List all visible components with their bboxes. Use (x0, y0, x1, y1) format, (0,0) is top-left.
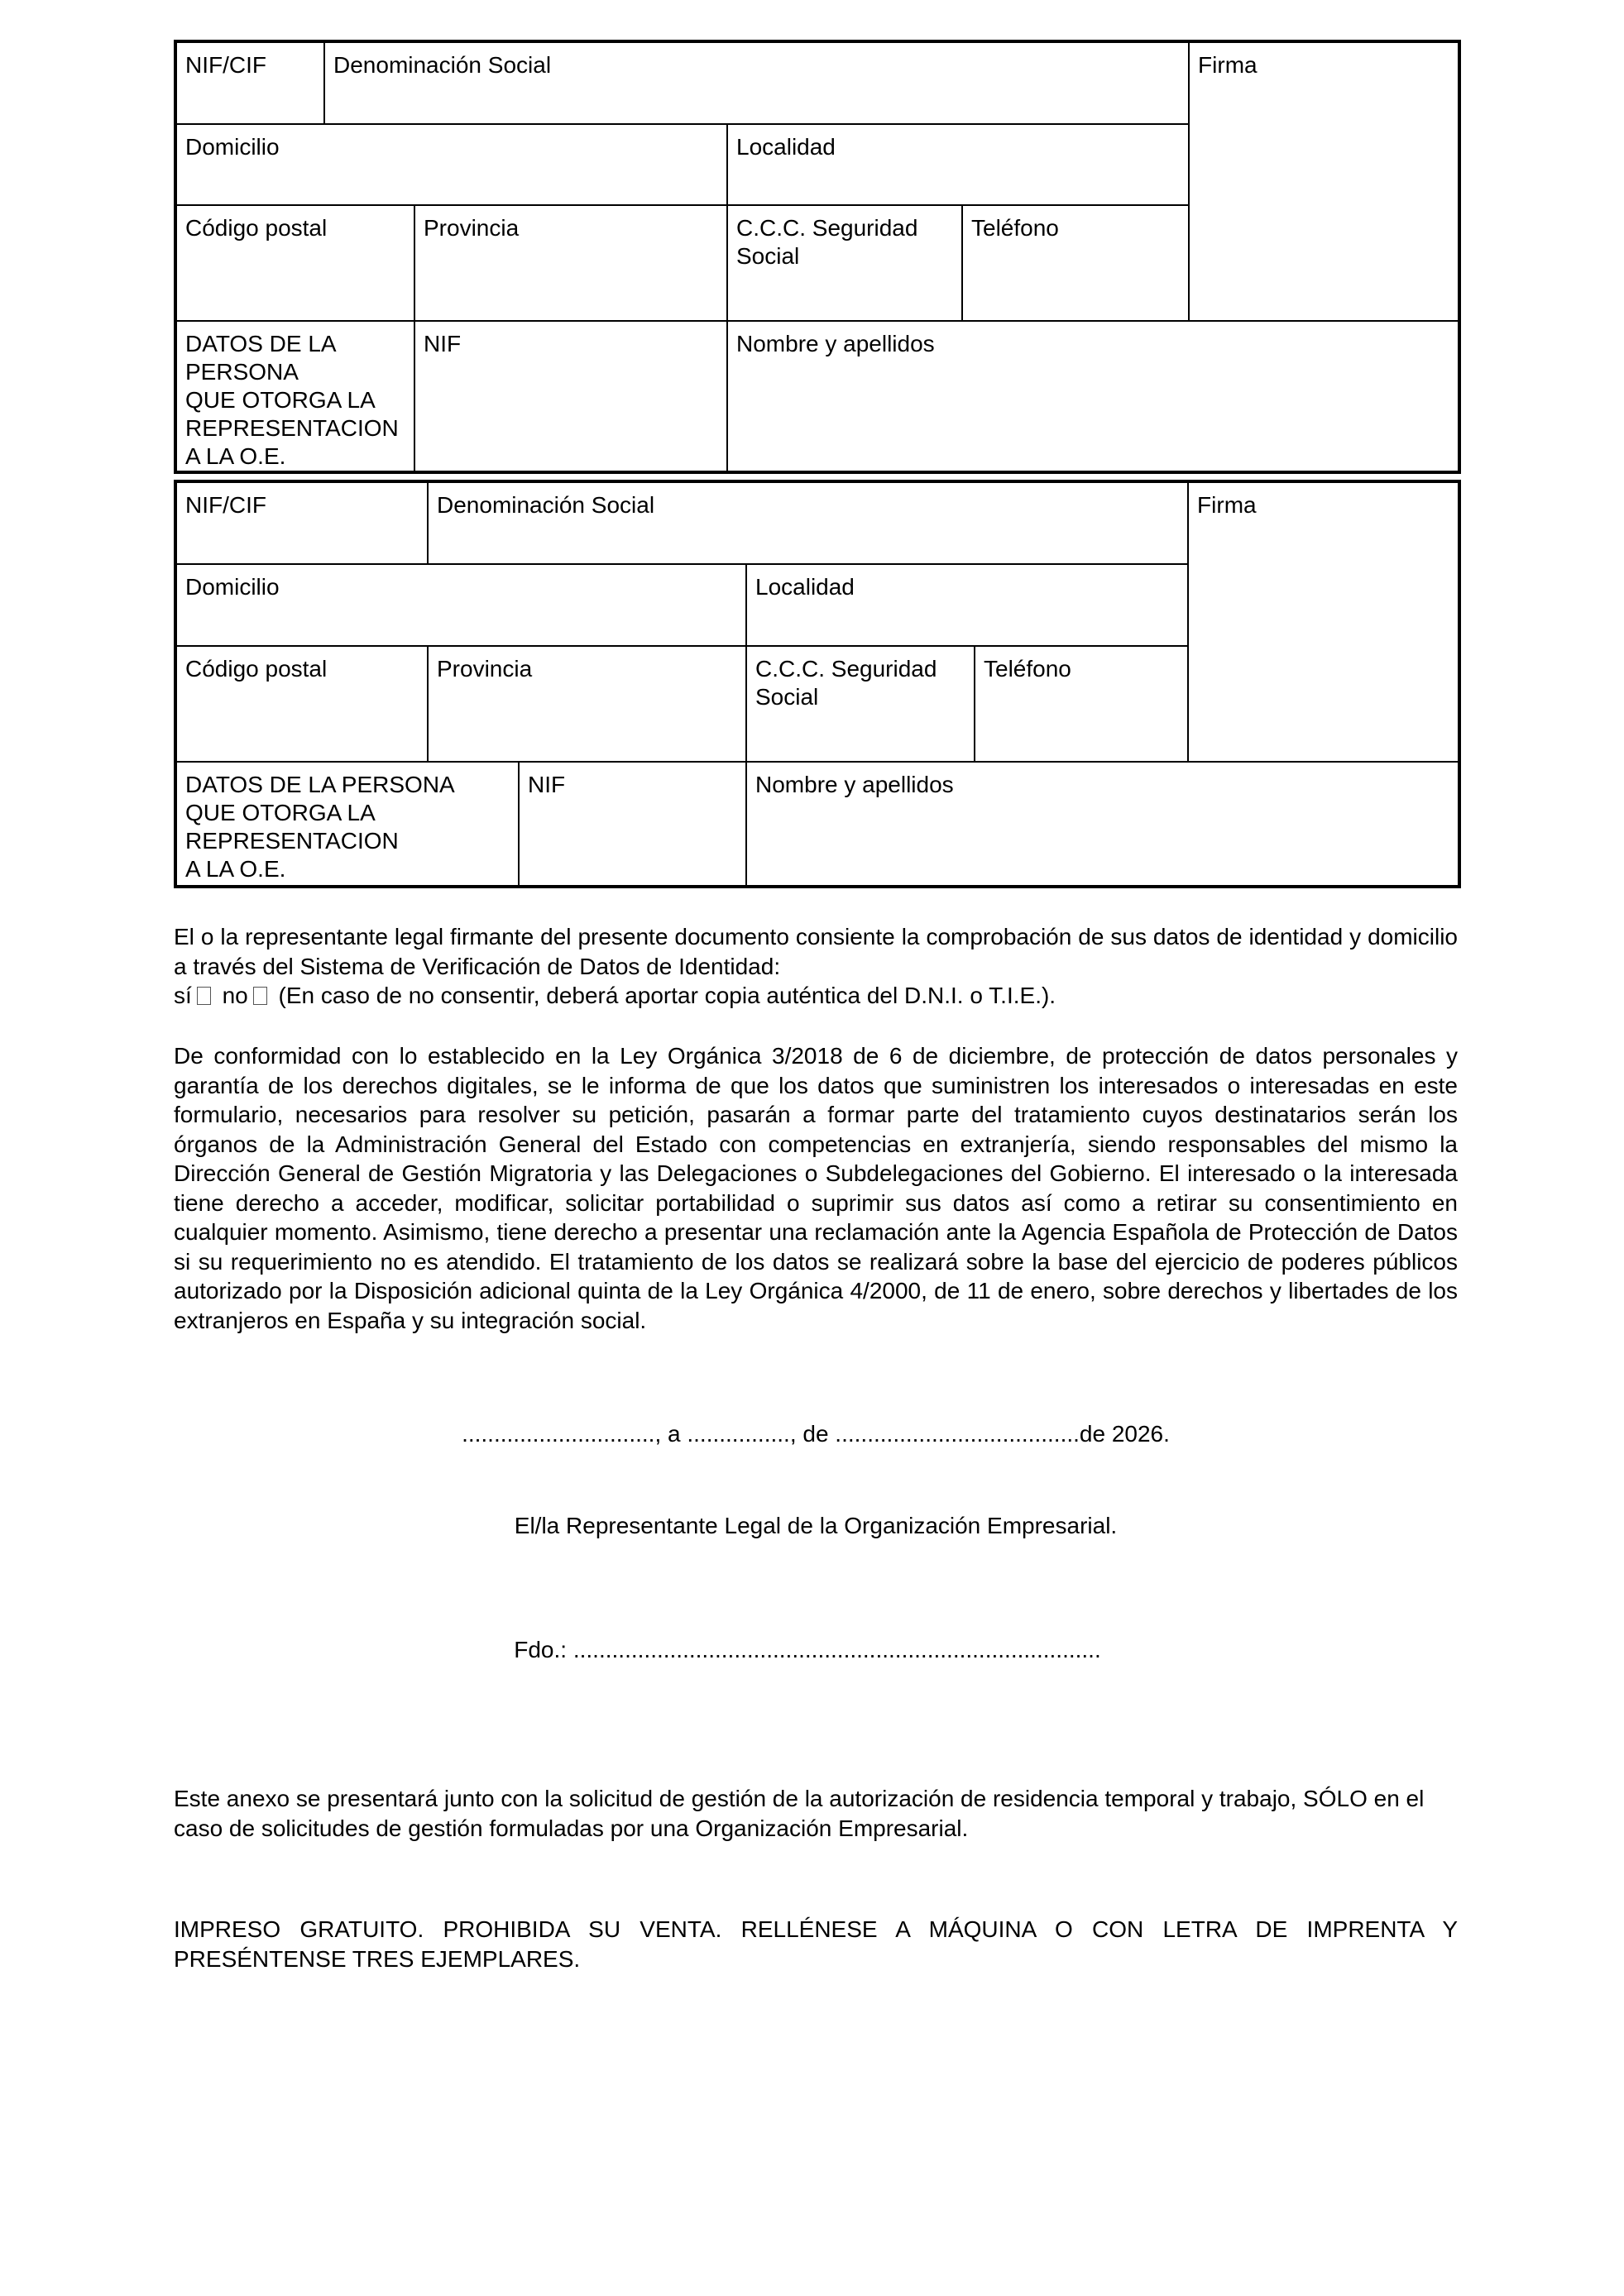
codigo-postal-label: Código postal (185, 215, 328, 241)
consent-note: (En caso de no consentir, deberá aportar copia auténtica del D.N.I. o T.I.E.). (278, 983, 1056, 1008)
privacy-notice: De conformidad con lo establecido en la Ley Orgánica 3/2018 de 6 de diciembre, de protección de datos personales y garantía de los derechos digitales, se le informa de que los datos que suministren los interesados o interesadas en este formulario, necesarios para resolver su petición, pasarán a formar parte del tratamiento cuyos destinatarios serán los órganos de la Administración General del Estado con competencias en extranjería, siendo responsables del mismo la Dirección General de Gestión Migratoria y las Delegaciones o Subdelegaciones del Gobierno. El interesado o la interesada tiene derecho a acceder, modificar, solicitar portabilidad o suprimir sus datos así como a retirar su consentimiento en cualquier momento. Asimismo, tiene derecho a presentar una reclamación ante la Agencia Española de Protección de Datos si su requerimiento no es atendido. El tratamiento de los datos se realizará sobre la base del ejercicio de poderes públicos autorizado por la Disposición adicional quinta de la Ley Orgánica 4/2000, de 11 de enero, sobre derechos y libertades de los extranjeros en España y su integración social. (174, 1043, 1458, 1333)
provincia-field[interactable] (414, 205, 727, 321)
domicilio-label: Domicilio (185, 134, 280, 160)
consent-text: El o la representante legal firmante del presente documento consiente la comprobación de sus datos de identidad y domicilio a través del Sistema de Verificación de Datos de Identidad: (174, 924, 1458, 979)
firma-field[interactable] (1188, 481, 1459, 762)
persona-representacion-label-cell (175, 762, 519, 887)
consent-section (174, 922, 1458, 1011)
nif-cif-label: NIF/CIF (185, 52, 266, 78)
localidad-field[interactable] (746, 564, 1188, 645)
nombre-apellidos-field[interactable] (746, 762, 1459, 887)
provincia-label: Provincia (437, 655, 533, 682)
consent-no-label: no (222, 983, 248, 1008)
nif-label: NIF (424, 331, 462, 356)
domicilio-field[interactable] (175, 564, 746, 645)
signature-line: Fdo.: .................................................................................. (514, 1637, 1101, 1662)
denominacion-social-field[interactable] (428, 481, 1188, 564)
firma-label: Firma (1198, 52, 1258, 78)
localidad-label: Localidad (755, 574, 855, 600)
provincia-label: Provincia (424, 215, 520, 241)
provincia-field[interactable] (428, 646, 746, 763)
persona-label-line1: DATOS DE LA PERSONA (185, 331, 336, 385)
firma-field[interactable] (1189, 41, 1459, 321)
representative-caption: El/la Representante Legal de la Organización Empresarial. (514, 1513, 1118, 1538)
denominacion-social-field[interactable] (324, 41, 1189, 124)
telefono-field[interactable] (962, 205, 1189, 321)
codigo-postal-field[interactable] (175, 646, 428, 763)
persona-label-line3: REPRESENTACION (185, 828, 399, 854)
telefono-field[interactable] (975, 646, 1188, 763)
ccc-seguridad-social-field[interactable] (746, 646, 975, 763)
nif-field[interactable] (519, 762, 746, 887)
localidad-label: Localidad (736, 134, 836, 160)
nif-cif-field[interactable] (175, 41, 324, 124)
persona-label-line1: DATOS DE LA PERSONA (185, 772, 455, 798)
persona-label-line2: QUE OTORGA LA (185, 800, 376, 826)
nif-cif-label: NIF/CIF (185, 492, 266, 518)
company-data-form-2 (174, 480, 1461, 888)
persona-label-line4: A LA O.E. (185, 443, 286, 469)
nombre-apellidos-field[interactable] (727, 321, 1459, 472)
denominacion-social-label: Denominación Social (437, 492, 655, 518)
consent-si-checkbox[interactable] (197, 987, 211, 1005)
ccc-label-line1: C.C.C. Seguridad (736, 215, 918, 241)
nombre-apellidos-label: Nombre y apellidos (736, 331, 935, 356)
persona-label-line2: QUE OTORGA LA (185, 387, 376, 413)
nif-label: NIF (528, 772, 566, 798)
ccc-label-line2: Social (755, 683, 819, 710)
ccc-seguridad-social-field[interactable] (727, 205, 962, 321)
persona-label-line3: REPRESENTACION (185, 415, 399, 441)
nif-cif-field[interactable] (175, 481, 428, 564)
domicilio-field[interactable] (175, 124, 727, 205)
codigo-postal-label: Código postal (185, 655, 328, 682)
nif-field[interactable] (414, 321, 727, 472)
annex-note: Este anexo se presentará junto con la solicitud de gestión de la autorización de residencia temporal y trabajo, SÓLO en el caso de solicitudes de gestión formuladas por una Organización Empresarial. (174, 1786, 1425, 1841)
telefono-label: Teléfono (984, 655, 1071, 682)
ccc-label-line2: Social (736, 243, 800, 269)
persona-representacion-label-cell (175, 321, 414, 472)
consent-si-label: sí (174, 983, 192, 1008)
footer-notice: IMPRESO GRATUITO. PROHIBIDA SU VENTA. RELLÉNESE A MÁQUINA O CON LETRA DE IMPRENTA Y PRESÉNTENSE TRES EJEMPLARES. (174, 1916, 1458, 1972)
date-place-line: .............................., a ................, de ......................................de 2026. (462, 1421, 1170, 1447)
consent-no-checkbox[interactable] (253, 987, 267, 1005)
company-data-form-1 (174, 40, 1461, 474)
ccc-label-line1: C.C.C. Seguridad (755, 655, 937, 682)
persona-label-line4: A LA O.E. (185, 856, 286, 883)
telefono-label: Teléfono (971, 215, 1059, 241)
localidad-field[interactable] (727, 124, 1189, 205)
firma-label: Firma (1197, 492, 1257, 518)
domicilio-label: Domicilio (185, 574, 280, 600)
codigo-postal-field[interactable] (175, 205, 414, 321)
denominacion-social-label: Denominación Social (333, 52, 552, 78)
nombre-apellidos-label: Nombre y apellidos (755, 772, 954, 798)
